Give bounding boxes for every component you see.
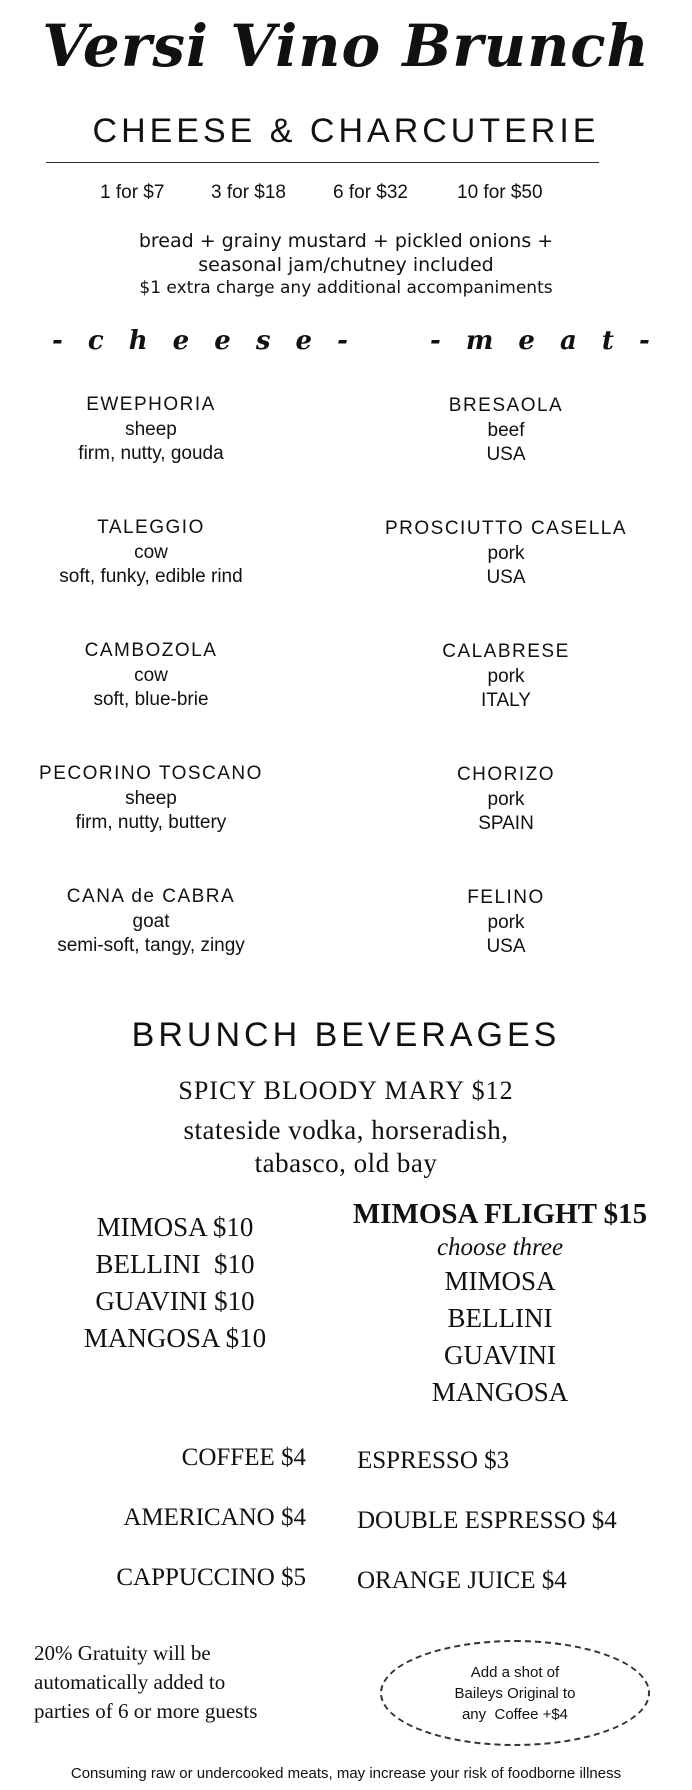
cheese-name: EWEPHORIA: [86, 394, 216, 415]
guavini-item: GUAVINI $10: [95, 1286, 255, 1316]
bloody-mary-item: SPICY BLOODY MARY $12: [178, 1076, 514, 1105]
cheese-name: PECORINO TOSCANO: [39, 763, 263, 784]
cheese-item: [1, 638, 301, 712]
price-tier-10: 10 for $50: [457, 182, 543, 203]
heading-divider: [46, 162, 599, 163]
cheese-milk: sheep: [125, 419, 177, 440]
cheese-notes: soft, funky, edible rind: [59, 566, 243, 587]
menu-title: Versi Vino Brunch: [42, 12, 650, 80]
extra-charge-note: $1 extra charge any additional accompaniments: [139, 278, 553, 298]
meat-animal: pork: [487, 666, 525, 687]
price-tier-6: 6 for $32: [333, 182, 408, 203]
beverages-heading: BRUNCH BEVERAGES: [131, 1016, 561, 1054]
flight-option: MANGOSA: [431, 1377, 569, 1407]
meat-origin: SPAIN: [478, 813, 534, 834]
cheese-name: TALEGGIO: [97, 517, 205, 538]
cappuccino-item: CAPPUCCINO $5: [116, 1564, 306, 1591]
meat-animal: beef: [487, 420, 525, 441]
cheese-charcuterie-heading: CHEESE & CHARCUTERIE: [92, 112, 600, 150]
cheese-item: [1, 392, 301, 466]
meat-origin: ITALY: [481, 690, 531, 711]
meat-animal: pork: [487, 789, 525, 810]
included-line-2: seasonal jam/chutney included: [198, 254, 494, 276]
espresso-item: ESPRESSO $3: [357, 1447, 510, 1474]
price-tier-3: 3 for $18: [211, 182, 286, 203]
meat-name: FELINO: [467, 887, 545, 908]
orange-juice-item: ORANGE JUICE $4: [357, 1567, 567, 1594]
flight-option: GUAVINI: [444, 1340, 556, 1370]
baileys-addon-badge: [380, 1640, 650, 1746]
mimosa-list: [40, 1209, 310, 1357]
flight-option: BELLINI: [447, 1303, 553, 1333]
meat-name: PROSCIUTTO CASELLA: [384, 518, 628, 539]
gratuity-line-3: parties of 6 or more guests: [34, 1699, 258, 1723]
double-espresso-item: DOUBLE ESPRESSO $4: [357, 1507, 617, 1534]
bloody-mary-desc-1: stateside vodka, horseradish,: [183, 1115, 509, 1145]
meat-name: CHORIZO: [456, 764, 556, 785]
foodborne-illness-warning: Consuming raw or undercooked meats, may increase your risk of foodborne illness: [70, 1765, 622, 1782]
cheese-milk: cow: [134, 665, 168, 686]
baileys-line-1: Add a shot of: [470, 1663, 560, 1681]
meat-origin: USA: [486, 444, 526, 465]
gratuity-line-1: 20% Gratuity will be: [34, 1641, 211, 1665]
meat-item: [356, 393, 656, 467]
cheese-item: [1, 761, 301, 835]
meat-animal: pork: [487, 912, 525, 933]
cheese-notes: firm, nutty, gouda: [78, 443, 224, 464]
mimosa-flight-title: MIMOSA FLIGHT $15: [352, 1198, 648, 1230]
cheese-milk: cow: [134, 542, 168, 563]
mimosa-item: MIMOSA $10: [96, 1212, 254, 1242]
mimosa-flight-subtitle: choose three: [436, 1234, 564, 1261]
cheese-milk: sheep: [125, 788, 177, 809]
meat-item: [356, 885, 656, 959]
cheese-notes: semi-soft, tangy, zingy: [57, 935, 245, 956]
bloody-mary-desc-2: tabasco, old bay: [254, 1148, 438, 1178]
coffee-item: COFFEE $4: [181, 1444, 306, 1471]
meat-origin: USA: [486, 936, 526, 957]
americano-item: AMERICANO $4: [123, 1504, 306, 1531]
cheese-notes: firm, nutty, buttery: [75, 812, 227, 833]
gratuity-line-2: automatically added to: [34, 1670, 226, 1694]
meat-origin: USA: [486, 567, 526, 588]
bellini-item: BELLINI $10: [95, 1249, 255, 1279]
included-line-1: bread + grainy mustard + pickled onions +: [138, 230, 554, 252]
cheese-notes: soft, blue-brie: [93, 689, 209, 710]
baileys-addon-text: [420, 1662, 610, 1725]
meat-name: CALABRESE: [442, 641, 570, 662]
cheese-name: CANA de CABRA: [66, 886, 236, 907]
baileys-line-3: any Coffee +$4: [461, 1705, 569, 1723]
mimosa-flight: [345, 1196, 655, 1411]
cheese-column-heading: - c h e e s e -: [52, 326, 356, 356]
cheese-item: [1, 884, 301, 958]
flight-option: MIMOSA: [444, 1266, 556, 1296]
meat-item: [356, 516, 656, 590]
meat-item: [356, 762, 656, 836]
cheese-item: [1, 515, 301, 589]
meat-item: [356, 639, 656, 713]
price-tier-1: 1 for $7: [100, 182, 165, 203]
meat-name: BRESAOLA: [448, 395, 564, 416]
baileys-line-2: Baileys Original to: [454, 1684, 576, 1702]
cheese-name: CAMBOZOLA: [84, 640, 218, 661]
mangosa-item: MANGOSA $10: [83, 1323, 267, 1353]
meat-animal: pork: [487, 543, 525, 564]
gratuity-note: [34, 1639, 334, 1726]
cheese-milk: goat: [132, 911, 170, 932]
meat-column-heading: - m e a t -: [430, 326, 658, 356]
